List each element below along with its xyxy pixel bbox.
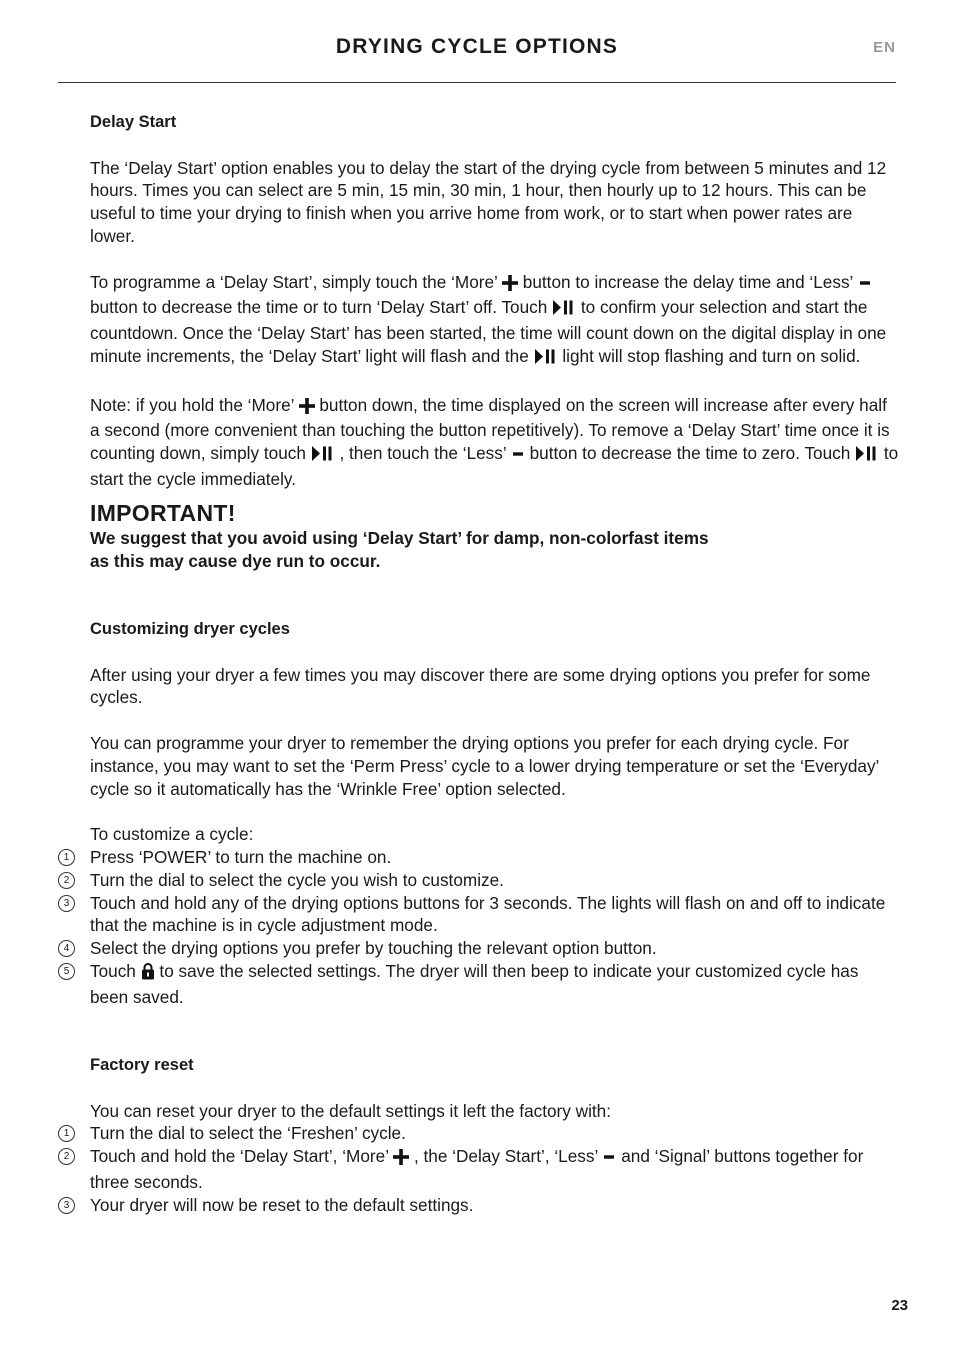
delay-start-programming <box>90 271 900 371</box>
text-fragment: button down, the time displayed on the screen will increase after every half a second (more convenient than touching the button repetitively). To remove a ‘Delay Start’ time once it is counting down, simply touch <box>90 394 890 464</box>
list-item <box>63 937 900 960</box>
delay-start-note <box>90 394 900 491</box>
step-number: 1 <box>58 849 75 866</box>
text-fragment: button to decrease the time or to turn ‘Delay Start’ off. Touch <box>90 297 553 318</box>
page-content <box>63 111 900 1217</box>
step-number: 4 <box>58 940 75 957</box>
minus-icon <box>602 1148 616 1171</box>
step-number: 2 <box>58 872 75 889</box>
step-number: 1 <box>58 1125 75 1142</box>
play-pause-icon <box>552 299 576 322</box>
factory-reset-subheading: You can reset your dryer to the default settings it left the factory with: <box>90 1100 611 1121</box>
header-divider <box>58 82 896 83</box>
step-number: 3 <box>58 1197 75 1214</box>
delay-start-intro: The ‘Delay Start’ option enables you to delay the start of the drying cycle from between 5 minutes and 12 hours. Times you can select are 5 min, 15 min, 30 min, 1 hour, then hourly up to 12 hours. This can be useful to time your drying to finish when you arrive home from work, or to start when power rates are lower. <box>90 157 887 246</box>
step-number: 2 <box>58 1148 75 1165</box>
text-fragment: light will stop flashing and turn on solid. <box>557 345 861 366</box>
text-fragment: button to decrease the time to zero. Touch <box>524 443 856 464</box>
list-item <box>63 1145 900 1194</box>
customizing-intro: After using your dryer a few times you may discover there are some drying options you prefer for some cycles. <box>90 664 871 708</box>
list-item <box>63 846 900 869</box>
step-text: Touch and hold the ‘Delay Start’, ‘More’ <box>90 1146 394 1167</box>
customizing-heading: Customizing dryer cycles <box>90 619 290 638</box>
page-title: DRYING CYCLE OPTIONS <box>335 35 619 58</box>
text-fragment: To programme a ‘Delay Start’, simply touch the ‘More’ <box>90 271 503 292</box>
list-item <box>63 869 900 892</box>
step-text: Press ‘POWER’ to turn the machine on. <box>90 846 392 867</box>
step-text: Your dryer will now be reset to the default settings. <box>90 1194 474 1215</box>
factory-reset-heading: Factory reset <box>90 1056 194 1075</box>
step-text: Select the drying options you prefer by touching the relevant option button. <box>90 938 657 959</box>
text-fragment: , then touch the ‘Less’ <box>334 443 511 464</box>
language-code: EN <box>873 39 896 56</box>
step-text: to save the selected settings. The dryer will then beep to indicate your customized cycle has been saved. <box>90 960 859 1007</box>
list-item <box>63 1194 900 1217</box>
list-item <box>63 892 900 938</box>
factory-reset-steps-list <box>63 1122 900 1216</box>
step-text: and ‘Signal’ buttons together for three seconds. <box>90 1146 864 1193</box>
important-line-2: as this may cause dye run to occur. <box>90 550 381 571</box>
text-fragment: Note: if you hold the ‘More’ <box>90 394 299 415</box>
important-title: IMPORTANT! <box>90 499 236 526</box>
plus-icon <box>299 397 315 420</box>
list-item <box>63 1122 900 1145</box>
text-fragment: button to increase the delay time and ‘Less’ <box>518 271 858 292</box>
customize-steps-list <box>63 846 900 1009</box>
step-text: Touch and hold any of the drying options buttons for 3 seconds. The lights will flash on and off to indicate that the machine is in cycle adjustment mode. <box>90 892 886 936</box>
delay-start-heading: Delay Start <box>90 113 177 131</box>
minus-icon <box>511 445 525 468</box>
step-number: 3 <box>58 895 75 912</box>
step-text: Turn the dial to select the cycle you wish to customize. <box>90 869 504 890</box>
text-fragment: to start the cycle immediately. <box>90 443 899 489</box>
step-number: 5 <box>58 963 75 980</box>
page-number: 23 <box>891 1297 908 1314</box>
customizing-details: You can programme your dryer to remember the drying options you prefer for each drying cycle. For instance, you may want to set the ‘Perm Press’ cycle to a lower drying temperature or set the ‘Everyday’ cycle so it automatically has the ‘Wrinkle Free’ option selected. <box>90 732 879 799</box>
play-pause-icon <box>855 445 879 468</box>
lock-icon <box>141 962 155 986</box>
list-item <box>63 960 900 1009</box>
customize-subheading: To customize a cycle: <box>90 824 254 845</box>
play-pause-icon <box>311 445 335 468</box>
plus-icon <box>502 274 518 297</box>
step-text: Touch <box>90 960 141 981</box>
step-text: Turn the dial to select the ‘Freshen’ cycle. <box>90 1123 406 1144</box>
step-text: , the ‘Delay Start’, ‘Less’ <box>409 1146 603 1167</box>
play-pause-icon <box>534 348 558 371</box>
important-line-1: We suggest that you avoid using ‘Delay Start’ for damp, non-colorfast items <box>90 527 709 548</box>
minus-icon <box>858 274 872 297</box>
plus-icon <box>393 1148 409 1171</box>
text-fragment: to confirm your selection and start the countdown. Once the ‘Delay Start’ has been started, the time will count down on the digital display in one minute increments, the ‘Delay Start’ light will flash and the <box>90 297 887 366</box>
